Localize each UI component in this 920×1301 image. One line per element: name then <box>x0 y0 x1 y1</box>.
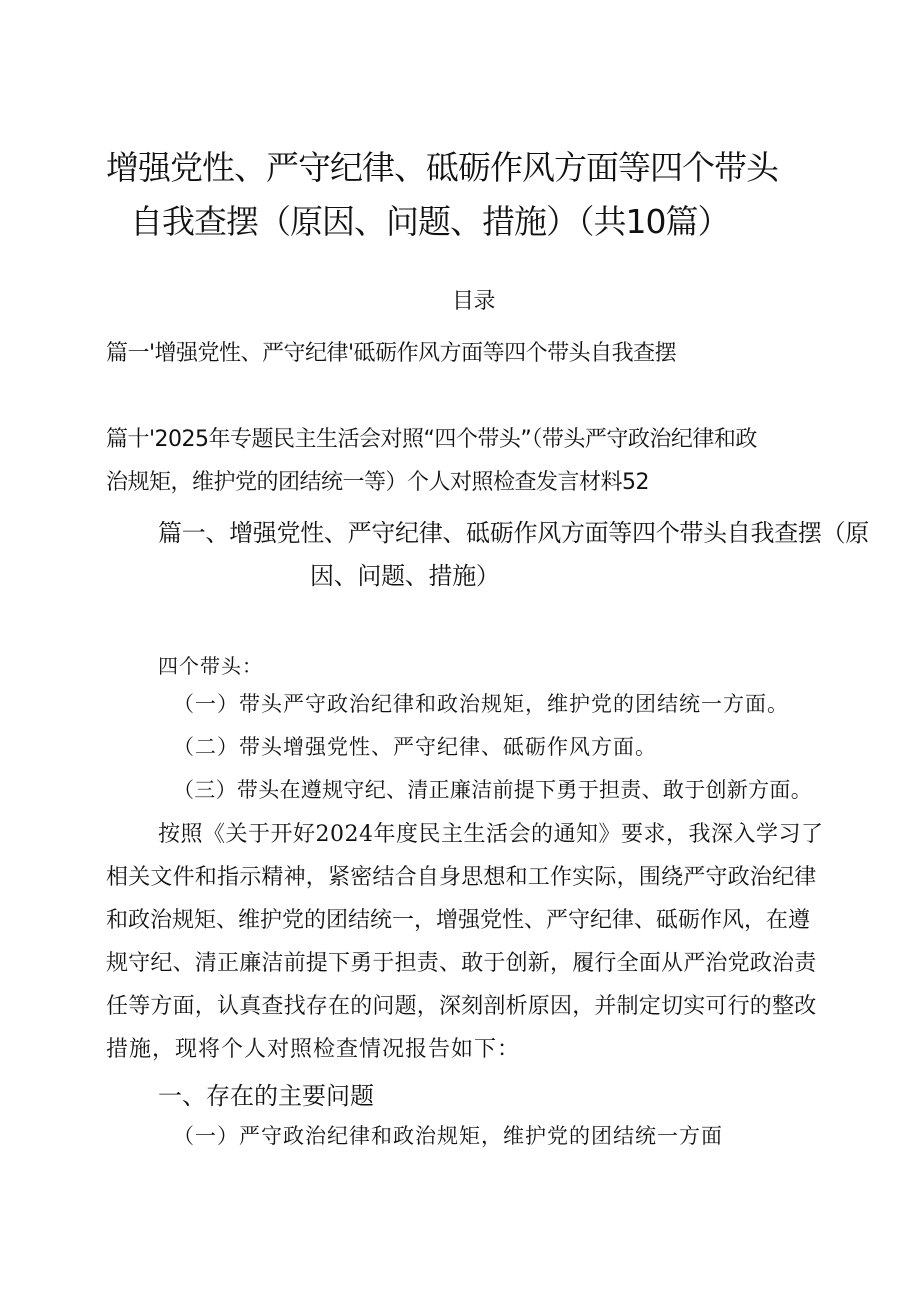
toc-item-10-line-1: 篇十'2025年专题民主生活会对照“四个带头”（带头严守政治纪律和政 <box>106 427 757 452</box>
lead-item-1: （一）带头严守政治纪律和政治规矩，维护党的团结统一方面。 <box>173 692 789 716</box>
lead-item-3: （三）带头在遵规守纪、清正廉洁前提下勇于担责、敢于创新方面。 <box>173 778 812 802</box>
document-title-line-2: 自我查摆（原因、问题、措施）（共10篇） <box>130 202 730 241</box>
toc-label: 目录 <box>452 289 496 314</box>
heading-main-problems: 一、存在的主要问题 <box>158 1082 374 1110</box>
paragraph-line-5: 任等方面，认真查找存在的问题，深刻剖析原因，并制定切实可行的整改 <box>106 994 817 1019</box>
section-title-line-1: 篇一、增强党性、严守纪律、砥砺作风方面等四个带头自我查摆（原 <box>158 519 869 547</box>
paragraph-line-6: 措施，现将个人对照检查情况报告如下： <box>106 1037 521 1062</box>
lead-item-2: （二）带头增强党性、严守纪律、砥砺作风方面。 <box>173 735 657 759</box>
paragraph-line-2: 相关文件和指示精神，紧密结合自身思想和工作实际，围绕严守政治纪律 <box>106 865 817 890</box>
paragraph-line-3: 和政治规矩、维护党的团结统一，增强党性、严守纪律、砥砺作风，在遵 <box>106 908 811 933</box>
paragraph-line-4: 规守纪、清正廉洁前提下勇于担责、敢于创新，履行全面从严治党政治责 <box>106 951 817 976</box>
toc-item-1: 篇一'增强党性、严守纪律'砥砺作风方面等四个带头自我查摆 <box>106 341 677 366</box>
subheading-political-discipline: （一）严守政治纪律和政治规矩，维护党的团结统一方面 <box>173 1124 723 1148</box>
four-leads-label: 四个带头： <box>158 654 263 678</box>
document-title-line-1: 增强党性、严守纪律、砥砺作风方面等四个带头 <box>106 148 778 187</box>
toc-item-10-line-2: 治规矩，维护党的团结统一等）个人对照检查发言材料52 <box>106 470 649 495</box>
paragraph-line-1: 按照《关于开好2024年度民主生活会的通知》要求，我深入学习了 <box>158 822 824 847</box>
section-title-line-2: 因、问题、措施） <box>310 562 500 590</box>
